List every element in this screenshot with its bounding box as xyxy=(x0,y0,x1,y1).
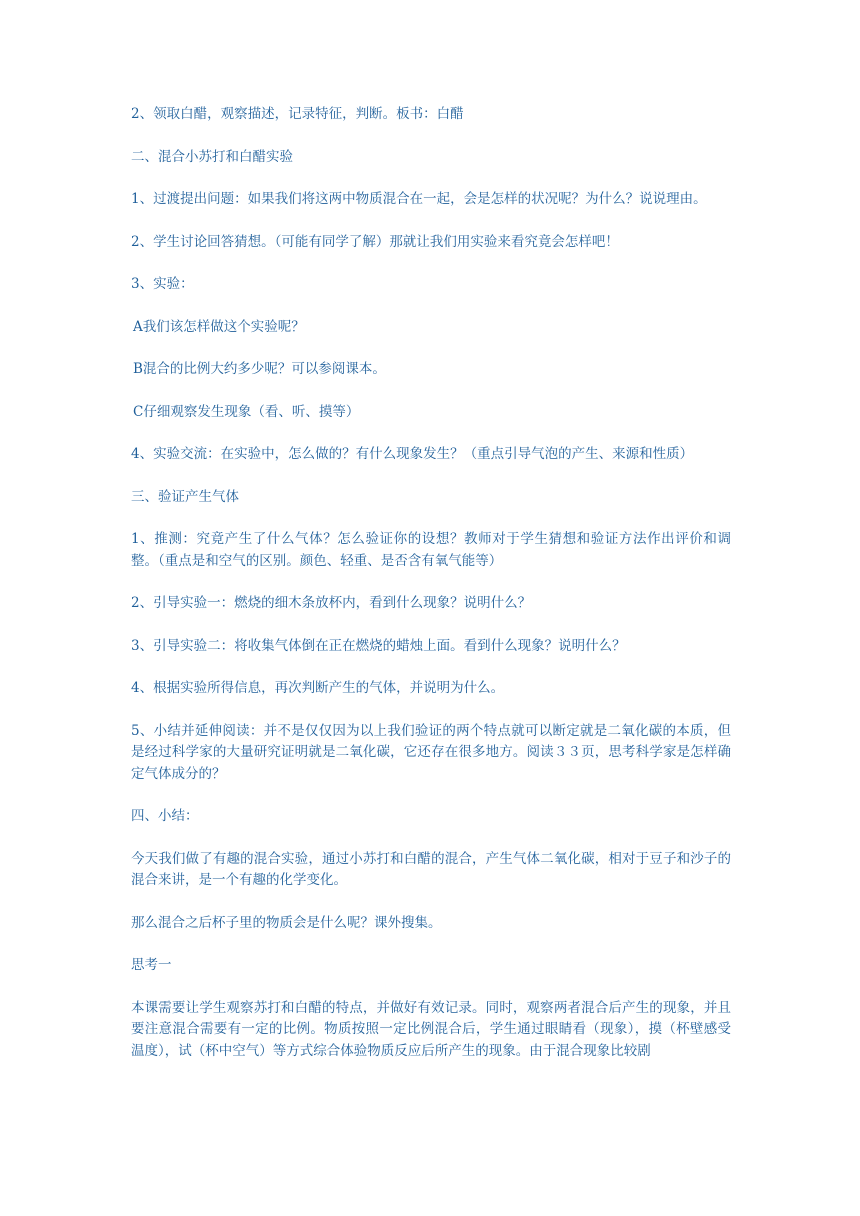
paragraph-experiment-two: 3、引导实验二：将收集气体倒在正在燃烧的蜡烛上面。看到什么现象？说明什么？ xyxy=(131,637,626,654)
section-heading-verify-gas: 三、验证产生气体 xyxy=(131,488,239,505)
paragraph-reflection-text: 本课需要让学生观察苏打和白醋的特点，并做好有效记录。同时，观察两者混合后产生的现象，并且要注意混合需要有一定的比例。物质按照一定比例混合后，学生通过眼睛看（现象），摸（杯壁感受温度），试（杯中空气）等方式综合体验物质反应后所产生的现象。由于混合现象比较剧 xyxy=(131,999,731,1059)
paragraph-judge-gas: 4、根据实验所得信息，再次判断产生的气体，并说明为什么。 xyxy=(131,680,505,696)
paragraph-after-class: 那么混合之后杯子里的物质会是什么呢？课外搜集。 xyxy=(131,914,442,931)
paragraph-experiment-one: 2、引导实验一：燃烧的细木条放杯内，看到什么现象？说明什么？ xyxy=(131,595,532,611)
paragraph-summary-text: 今天我们做了有趣的混合实验，通过小苏打和白醋的混合，产生气体二氧化碳，相对于豆子和沙子的混合来讲，是一个有趣的化学变化。 xyxy=(131,850,731,888)
paragraph-experiment-a: A我们该怎样做这个实验呢？ xyxy=(133,318,305,335)
paragraph-transition-question: 1、过渡提出问题：如果我们将这两中物质混合在一起，会是怎样的状况呢？为什么？说说理由。 xyxy=(131,191,707,207)
paragraph-experiment-b: B混合的比例大约多少呢？可以参阅课本。 xyxy=(133,361,386,377)
paragraph-student-discussion: 2、学生讨论回答猜想。（可能有同学了解）那就让我们用实验来看究竟会怎样吧！ xyxy=(131,233,619,250)
paragraph-experiment-label: 3、实验： xyxy=(131,276,194,292)
document-body xyxy=(131,104,731,1083)
paragraph-experiment-c: C仔细观察发生现象（看、听、摸等） xyxy=(133,403,360,420)
paragraph-vinegar-step: 2、领取白醋，观察描述，记录特征，判断。板书：白醋 xyxy=(131,106,464,122)
paragraph-speculate: 1、推测：究竟产生了什么气体？怎么验证你的设想？教师对于学生猜想和验证方法作出评价和调整。（重点是和空气的区别。颜色、轻重、是否含有氧气能等） xyxy=(131,531,731,569)
section-heading-reflection-one: 思考一 xyxy=(131,957,172,973)
paragraph-experiment-exchange: 4、实验交流：在实验中，怎么做的？有什么现象发生？（重点引导气泡的产生、来源和性质） xyxy=(131,446,694,462)
section-heading-summary: 四、小结： xyxy=(131,808,199,824)
paragraph-extended-reading: 5、小结并延伸阅读：并不是仅仅因为以上我们验证的两个特点就可以断定就是二氧化碳的本质，但是经过科学家的大量研究证明就是二氧化碳，它还存在很多地方。阅读３３页，思考科学家是怎样确定气体成分的？ xyxy=(131,722,731,782)
section-heading-mix-experiment: 二、混合小苏打和白醋实验 xyxy=(131,148,293,165)
